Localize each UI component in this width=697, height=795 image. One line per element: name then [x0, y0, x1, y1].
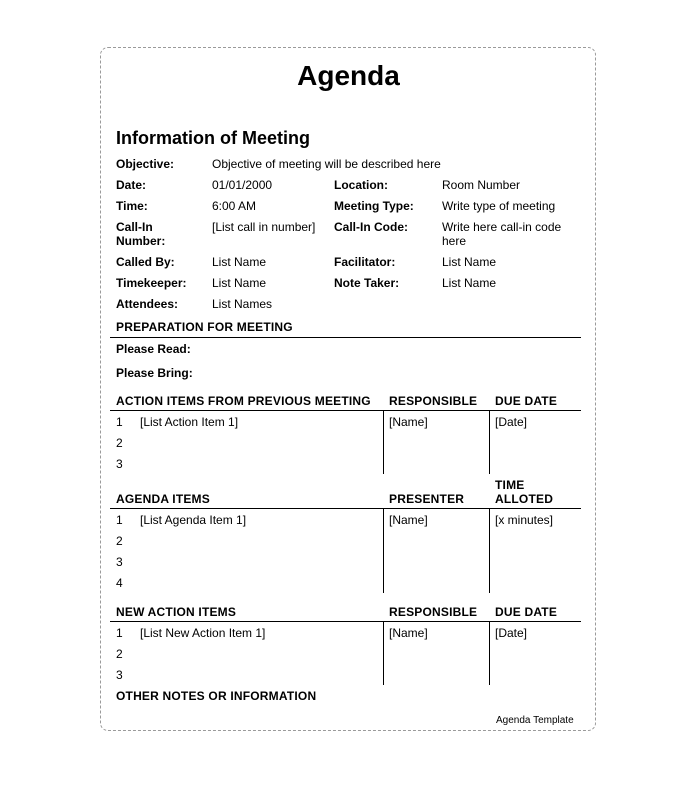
prev-actions-header-due: DUE DATE [495, 394, 558, 408]
info-heading: Information of Meeting [116, 128, 310, 148]
note-taker-value: List Name [442, 276, 497, 290]
called-by-label: Called By: [116, 255, 175, 269]
time-label: Time: [116, 199, 148, 213]
new-action-row-responsible: [Name] [389, 626, 428, 640]
new-action-row-num: 3 [116, 668, 123, 682]
agenda-row-time: [x minutes] [495, 513, 554, 527]
attendees-value: List Names [212, 297, 273, 311]
prev-actions-divider-1 [383, 410, 384, 474]
new-actions-divider-2 [489, 621, 490, 685]
prev-action-row-responsible: [Name] [389, 415, 428, 429]
new-action-row-num: 1 [116, 626, 123, 640]
facilitator-value: List Name [442, 255, 497, 269]
agenda-header-line [110, 508, 581, 509]
please-read-label: Please Read: [116, 342, 191, 356]
prev-action-row-due: [Date] [495, 415, 528, 429]
prev-action-row-num: 3 [116, 457, 123, 471]
page-title: Agenda [297, 60, 400, 91]
agenda-row-presenter: [Name] [389, 513, 428, 527]
prev-actions-divider-2 [489, 410, 490, 474]
prev-action-row-item: [List Action Item 1] [140, 415, 239, 429]
facilitator-label: Facilitator: [334, 255, 396, 269]
agenda-row-num: 4 [116, 576, 123, 590]
agenda-row-num: 2 [116, 534, 123, 548]
attendees-label: Attendees: [116, 297, 179, 311]
agenda-header-time-line1: TIME [495, 478, 525, 492]
new-actions-header-responsible: RESPONSIBLE [389, 605, 478, 619]
please-bring-label: Please Bring: [116, 366, 193, 380]
date-label: Date: [116, 178, 147, 192]
prev-action-row-num: 2 [116, 436, 123, 450]
agenda-divider-2 [489, 508, 490, 593]
callin-number-value: [List call in number] [212, 220, 316, 234]
agenda-row-num: 1 [116, 513, 123, 527]
prev-actions-header-line [110, 410, 581, 411]
callin-number-label-line2: Number: [116, 234, 166, 248]
date-value: 01/01/2000 [212, 178, 273, 192]
timekeeper-label: Timekeeper: [116, 276, 187, 290]
objective-value: Objective of meeting will be described here [212, 157, 441, 171]
callin-code-value-line2: here [442, 234, 467, 248]
prev-actions-header-item: ACTION ITEMS FROM PREVIOUS MEETING [116, 394, 371, 408]
new-action-row-item: [List New Action Item 1] [140, 626, 266, 640]
agenda-header-presenter: PRESENTER [389, 492, 465, 506]
agenda-row-item: [List Agenda Item 1] [140, 513, 247, 527]
prev-actions-header-responsible: RESPONSIBLE [389, 394, 478, 408]
callin-number-label: Call-In [116, 220, 153, 234]
new-actions-divider-1 [383, 621, 384, 685]
callin-code-label: Call-In Code: [334, 220, 408, 234]
new-action-row-due: [Date] [495, 626, 528, 640]
page-footer: Agenda Template [496, 715, 574, 726]
objective-label: Objective: [116, 157, 175, 171]
timekeeper-value: List Name [212, 276, 267, 290]
note-taker-label: Note Taker: [334, 276, 400, 290]
time-value: 6:00 AM [212, 199, 257, 213]
location-label: Location: [334, 178, 388, 192]
agenda-divider-1 [383, 508, 384, 593]
agenda-row-num: 3 [116, 555, 123, 569]
preparation-heading: PREPARATION FOR MEETING [116, 320, 293, 334]
new-actions-header-item: NEW ACTION ITEMS [116, 605, 237, 619]
called-by-value: List Name [212, 255, 267, 269]
location-value: Room Number [442, 178, 521, 192]
agenda-header-time-line2: ALLOTED [495, 492, 554, 506]
new-actions-header-due: DUE DATE [495, 605, 558, 619]
callin-code-value: Write here call-in code [442, 220, 562, 234]
new-actions-header-line [110, 621, 581, 622]
meeting-type-label: Meeting Type: [334, 199, 414, 213]
prev-action-row-num: 1 [116, 415, 123, 429]
preparation-divider [110, 337, 581, 338]
meeting-type-value: Write type of meeting [442, 199, 556, 213]
other-notes-heading: OTHER NOTES OR INFORMATION [116, 689, 317, 703]
agenda-header-item: AGENDA ITEMS [116, 492, 210, 506]
new-action-row-num: 2 [116, 647, 123, 661]
